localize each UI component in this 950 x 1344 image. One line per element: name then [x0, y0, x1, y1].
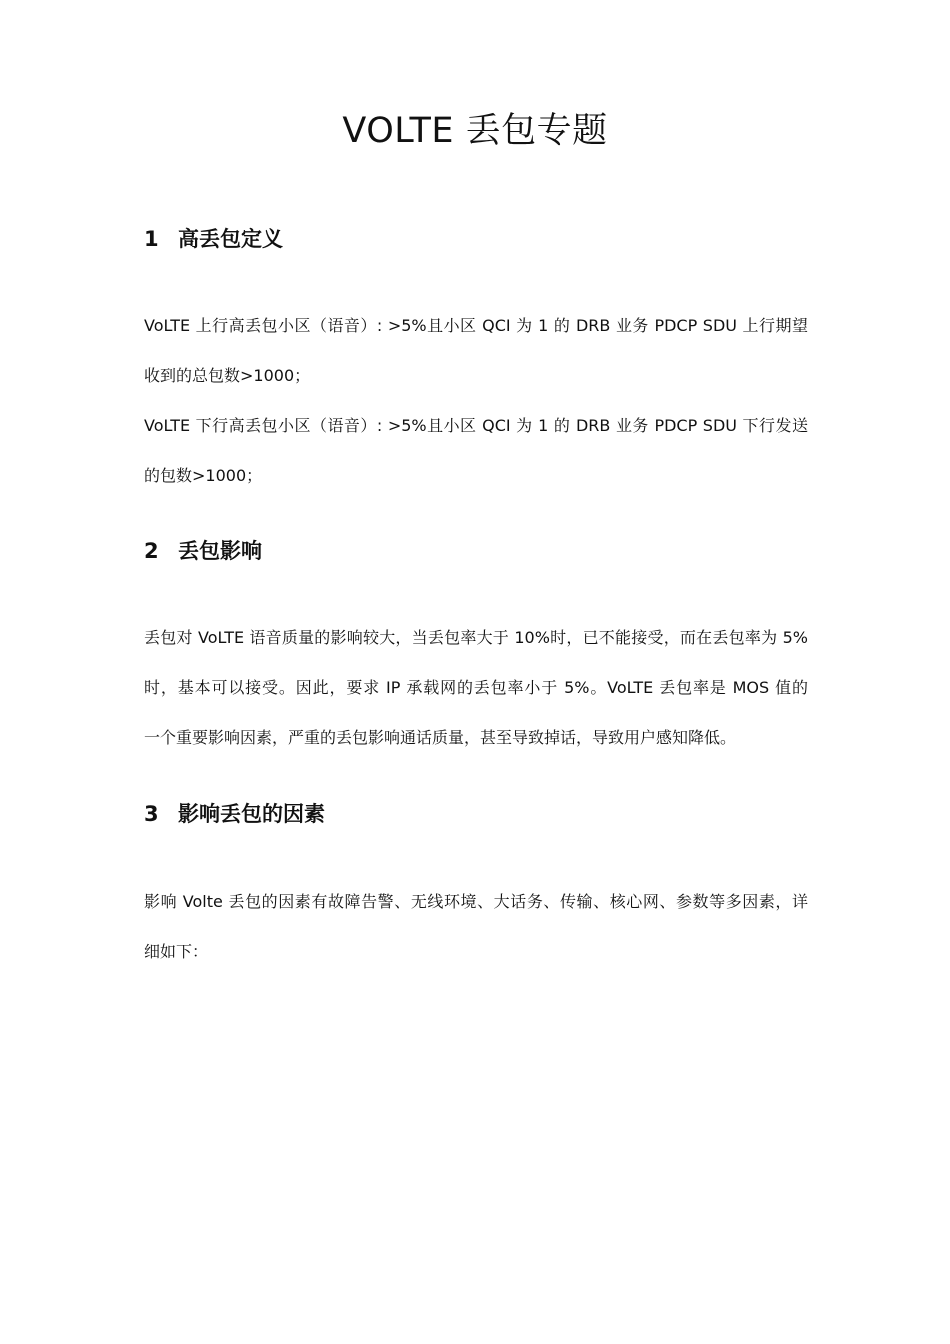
text-line: 的包数>1000；: [144, 466, 263, 485]
section-heading-2: [144, 536, 262, 566]
section-number: 2: [144, 539, 159, 563]
document-title: VOLTE 丢包专题: [342, 111, 608, 151]
text-line: 时，基本可以接受。因此，要求 IP 承载网的丢包率小于 5%。VoLTE 丢包率是 MOS 值的: [144, 678, 808, 697]
text-line: 收到的总包数>1000；: [144, 366, 311, 385]
section-title: 影响丢包的因素: [178, 802, 325, 826]
paragraph-loss-factors: [144, 877, 808, 977]
section-title: 丢包影响: [178, 539, 262, 563]
text-line: 影响 Volte 丢包的因素有故障告警、无线环境、大话务、传输、核心网、参数等多因素，详: [144, 892, 808, 911]
paragraph-uplink-definition: [144, 301, 808, 401]
text-line: 丢包对 VoLTE 语音质量的影响较大，当丢包率大于 10%时，已不能接受，而在丢包率为 5%: [144, 628, 808, 647]
text-line: 细如下：: [144, 942, 209, 961]
section-heading-1: [144, 224, 283, 254]
section-number: 1: [144, 227, 159, 251]
section-number: 3: [144, 802, 159, 826]
section-title: 高丢包定义: [178, 227, 283, 251]
paragraph-downlink-definition: [144, 401, 808, 501]
paragraph-packet-loss-impact: [144, 613, 808, 763]
text-line: VoLTE 下行高丢包小区（语音）: >5%且小区 QCI 为 1 的 DRB 业务 PDCP SDU 下行发送: [144, 416, 808, 435]
text-line: VoLTE 上行高丢包小区（语音）: >5%且小区 QCI 为 1 的 DRB 业务 PDCP SDU 上行期望: [144, 316, 808, 335]
text-line: 一个重要影响因素，严重的丢包影响通话质量，甚至导致掉话，导致用户感知降低。: [144, 728, 737, 747]
section-heading-3: [144, 799, 325, 829]
